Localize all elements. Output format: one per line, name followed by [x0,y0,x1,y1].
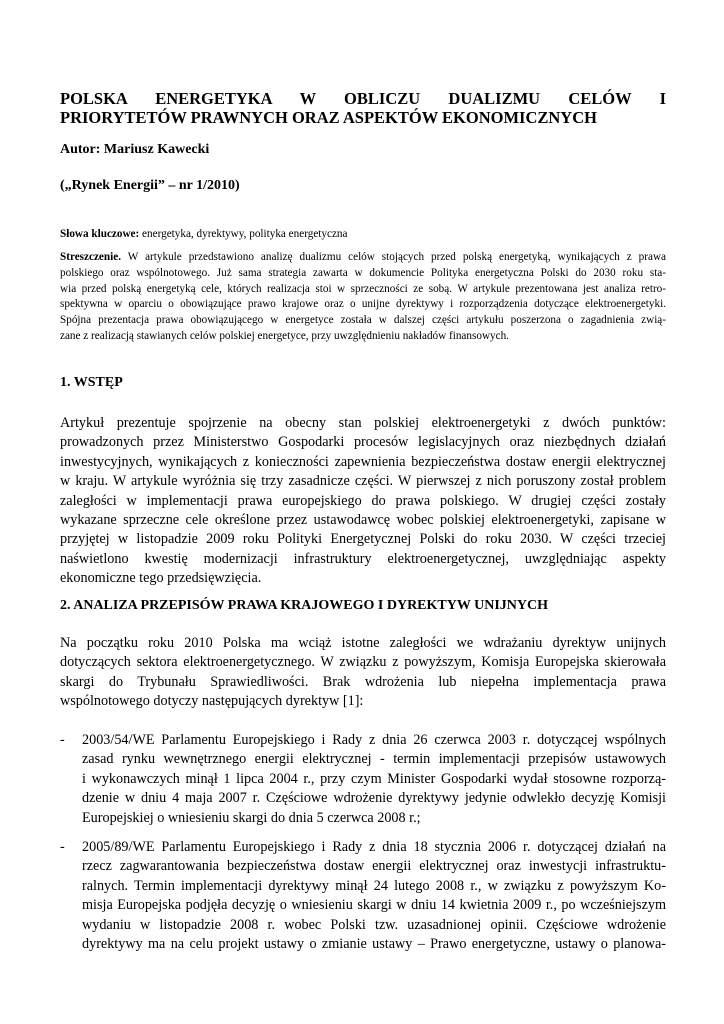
list-line: wydaniu w listopadzie 2008 r. wobec Polski tzw. uzasadnionej opinii. Częściowe wdrożenie [82,916,666,933]
list-line: zasad rynku wewnętrznego energii elektrycznej - termin implementacji przepisów ustawowych [82,751,666,768]
keywords-text: energetyka, dyrektywy, polityka energetyczna [139,228,348,240]
list-line: dzenie w dniu 4 maja 2007 r. Częściowe wdrożenie dyrektywy jedynie odwlekło decyzję Komisji [82,790,666,807]
paragraph-line: Na początku roku 2010 Polska ma wciąż istotne zaległości we wdrażaniu dyrektyw unijnych [60,635,666,651]
abstract-line: spektywna w oparciu o obowiązujące prawo krajowe oraz o unijne dyrektywy i rozporządzenia dotyczące elektroenergetyki. [60,298,666,311]
list-item-text [82,838,666,954]
list-line: Europejskiej o wniesieniu skargi do dnia 5 czerwca 2008 r.; [82,809,421,826]
author-line: Autor: Mariusz Kawecki [60,142,210,157]
paragraph-line: wykazane sprzeczne cele określone przez ustawodawcę wobec polskiej elektroenergetyki, zapisane w [60,512,666,529]
section-1-paragraph [60,414,666,589]
list-line: i wykonawczych minął 1 lipca 2004 r., przy czym Minister Gospodarki wydał stosowne rozporzą- [82,770,666,787]
source-citation: („Rynek Energii” – nr 1/2010) [60,178,240,193]
paragraph-line: w kraju. W artykule wyróżnia się trzy zasadnicze części. W pierwszej z nich poruszony został problem [60,473,666,490]
abstract-line: Streszczenie. W artykule przedstawiono analizę dualizmu celów stojących przed polską energetyką, wynikających z prawa [60,251,666,263]
section-1-heading: 1. WSTĘP [60,375,123,390]
section-2-intro [60,634,666,712]
abstract-line: Spójna prezentacja prawa obowiązującego w energetyce została w dalszej części artykułu poszerzona o zagadnienia zwią- [60,314,666,327]
section-2-heading: 2. ANALIZA PRZEPISÓW PRAWA KRAJOWEGO I DYREKTYW UNIJNYCH [60,598,548,613]
list-line: 2003/54/WE Parlamentu Europejskiego i Rady z dnia 26 czerwca 2003 r. dotyczącej wspólnych [82,732,666,748]
abstract-line: wia przed polską energetyką cele, których realizacja stoi w sprzeczności ze sobą. W artykule prezentowana jest analiza retro- [60,282,666,295]
keywords-label: Słowa kluczowe: [60,228,140,240]
paragraph-line: dotyczących sektora elektroenergetycznego. W związku z powyższym, Komisja Europejska skierowała [60,654,666,671]
paragraph-line: zaległości w implementacji prawa europejskiego do prawa polskiego. W drugiej części zostały [60,492,666,509]
title-line-2: PRIORYTETÓW PRAWNYCH ORAZ ASPEKTÓW EKONOMICZNYCH [60,108,597,127]
bullet-dash: - [60,839,65,855]
paragraph-line: prowadzonych przez Ministerstwo Gospodarki procesów legislacyjnych oraz niezbędnych działań [60,434,666,451]
paragraph-line: inwestycyjnych, wynikających z konieczności zapewnienia bezpieczeństwa dostaw energii elektrycznej [60,453,666,470]
paragraph-line: skargi do Trybunału Sprawiedliwości. Brak wdrożenia lub niepełna implementacja prawa [60,673,666,690]
abstract-label: Streszczenie. [60,251,121,263]
bullet-dash: - [60,732,65,748]
list-line: dyrektywy ma na celu projekt ustawy o zmianie ustawy – Prawo energetyczne, ustawy o planowa- [82,936,666,953]
paragraph-line: wspólnotowego dotyczy następujących dyrektyw [1]: [60,693,364,710]
paragraph-line: przyjętej w listopadzie 2009 roku Polityki Energetycznej Polski do roku 2030. W części trzeciej [60,531,666,548]
abstract [60,250,666,345]
paper-title [60,89,666,127]
paragraph-line: Artykuł prezentuje spojrzenie na obecny stan polskiej elektroenergetyki z dwóch punktów: [60,415,666,431]
list-line: 2005/89/WE Parlamentu Europejskiego i Rady z dnia 18 stycznia 2006 r. dotyczącej działań na [82,839,666,855]
list-line: misja Europejska podjęła decyzję o wniesieniu skargi w dniu 14 kwietnia 2009 r., po wcześniejszym [82,897,666,914]
title-line-1: POLSKA ENERGETYKA W OBLICZU DUALIZMU CELÓW I [60,89,666,108]
keywords [60,228,348,240]
paragraph-line: ekonomiczne tego przedsięwzięcia. [60,570,262,587]
list-line: rzecz zagwarantowania bezpieczeństwa dostaw energii elektrycznej oraz inwestycji infrastruktu- [82,858,666,875]
paragraph-line: naświetlono kwestię modernizacji infrastruktury elektroenergetycznej, uwzględniając aspekty [60,550,666,567]
list-line: ralnych. Termin implementacji dyrektywy minął 24 lutego 2008 r., w związku z powyższym Ko- [82,877,666,894]
list-item-text [82,731,666,828]
abstract-line: polskiego oraz wspólnotowego. Już sama strategia zawarta w dokumencie Polityka energetyczna Polski do 2030 roku sta- [60,266,666,279]
abstract-line: zane z realizacją stawianych celów polskiej energetyce, przy uwzględnieniu nakładów finansowych. [60,329,509,342]
